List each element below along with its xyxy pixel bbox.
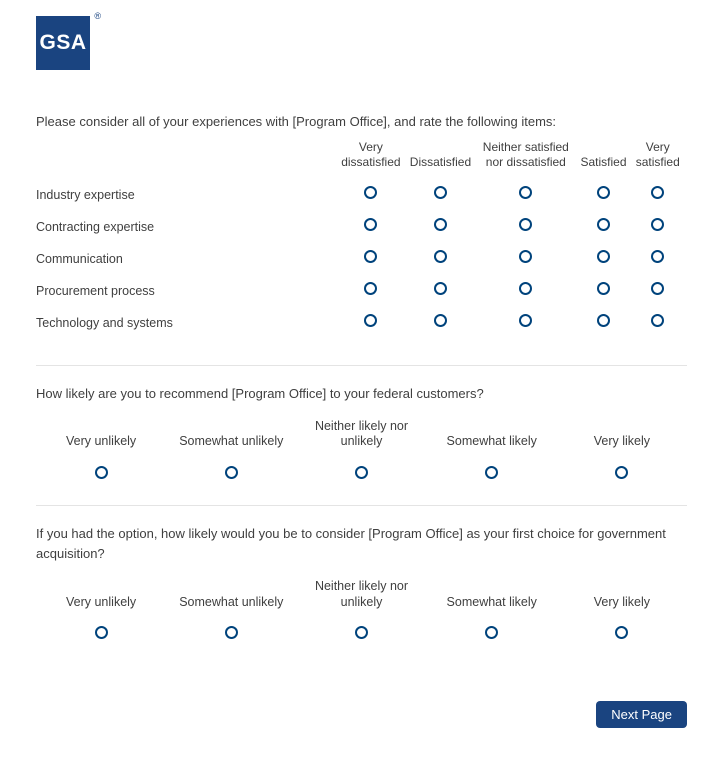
gsa-logo-text: GSA (39, 31, 87, 54)
matrix-row-label: Contracting expertise (36, 219, 155, 234)
radio-q2-neither-likely-nor-unlikely[interactable] (355, 466, 368, 479)
question-3-options (36, 578, 687, 639)
matrix-col-header-satisfied: Satisfied (580, 154, 627, 169)
radio-q2-very-likely[interactable] (615, 466, 628, 479)
radio-procurement-process-neither[interactable] (519, 282, 532, 295)
option-very-likely (557, 418, 687, 479)
option-neither-likely (296, 578, 426, 639)
radio-q2-somewhat-unlikely[interactable] (225, 466, 238, 479)
radio-procurement-process-satisfied[interactable] (597, 282, 610, 295)
option-neither-likely (296, 418, 426, 479)
radio-procurement-process-very-satisfied[interactable] (651, 282, 664, 295)
radio-technology-and-systems-neither[interactable] (519, 314, 532, 327)
option-label: Neither likely nor unlikely (314, 418, 409, 449)
section-divider (36, 365, 687, 366)
matrix-col-header-dissatisfied: Dissatisfied (409, 154, 472, 169)
radio-procurement-process-very-dissatisfied[interactable] (364, 282, 377, 295)
option-label: Very likely (593, 594, 651, 609)
matrix-row-contracting-expertise (36, 211, 687, 243)
radio-industry-expertise-dissatisfied[interactable] (434, 186, 447, 199)
option-very-likely (557, 578, 687, 639)
section-divider (36, 505, 687, 506)
matrix-row-procurement-process (36, 275, 687, 307)
matrix-row-technology-and-systems (36, 307, 687, 339)
radio-contracting-expertise-satisfied[interactable] (597, 218, 610, 231)
option-label: Somewhat likely (446, 434, 537, 449)
survey-footer (36, 701, 687, 728)
radio-contracting-expertise-very-dissatisfied[interactable] (364, 218, 377, 231)
question-1-matrix (36, 112, 687, 339)
radio-q3-neither-likely-nor-unlikely[interactable] (355, 626, 368, 639)
question-3-likert (36, 524, 687, 639)
radio-q3-very-unlikely[interactable] (95, 626, 108, 639)
radio-contracting-expertise-very-satisfied[interactable] (651, 218, 664, 231)
radio-q3-somewhat-likely[interactable] (485, 626, 498, 639)
gsa-logo (36, 11, 101, 70)
question-2-likert (36, 384, 687, 479)
option-somewhat-likely (427, 418, 557, 479)
radio-technology-and-systems-satisfied[interactable] (597, 314, 610, 327)
radio-communication-very-dissatisfied[interactable] (364, 250, 377, 263)
option-label: Very likely (593, 434, 651, 449)
radio-industry-expertise-very-satisfied[interactable] (651, 186, 664, 199)
matrix-row-communication (36, 243, 687, 275)
matrix-row-industry-expertise (36, 179, 687, 211)
question-3-text: If you had the option, how likely would you be to consider [Program Office] as your first choice for government acquisition? (36, 526, 666, 562)
rating-matrix (36, 140, 687, 339)
option-very-unlikely (36, 578, 166, 639)
radio-contracting-expertise-neither[interactable] (519, 218, 532, 231)
radio-industry-expertise-very-dissatisfied[interactable] (364, 186, 377, 199)
radio-q3-very-likely[interactable] (615, 626, 628, 639)
question-1-text: Please consider all of your experiences with [Program Office], and rate the following items: (36, 114, 557, 129)
option-very-unlikely (36, 418, 166, 479)
gsa-logo-mark (36, 16, 90, 70)
option-label: Very unlikely (66, 434, 137, 449)
matrix-row-label: Industry expertise (36, 187, 135, 202)
radio-industry-expertise-satisfied[interactable] (597, 186, 610, 199)
option-label: Somewhat unlikely (179, 434, 284, 449)
radio-q2-very-unlikely[interactable] (95, 466, 108, 479)
matrix-row-label: Technology and systems (36, 315, 173, 330)
option-label: Neither likely nor unlikely (314, 579, 409, 609)
matrix-header-row (36, 140, 687, 179)
matrix-col-header-neither: Neither satisfied nor dissatisfied (482, 140, 569, 169)
matrix-col-header-very-dissatisfied: Very dissatisfied (341, 140, 401, 169)
option-label: Somewhat likely (446, 594, 537, 609)
option-somewhat-unlikely (166, 578, 296, 639)
radio-communication-satisfied[interactable] (597, 250, 610, 263)
radio-q3-somewhat-unlikely[interactable] (225, 626, 238, 639)
next-page-button[interactable]: Next Page (596, 701, 687, 728)
matrix-row-label: Communication (36, 251, 123, 266)
matrix-row-label: Procurement process (36, 283, 155, 298)
radio-q2-somewhat-likely[interactable] (485, 466, 498, 479)
option-somewhat-unlikely (166, 418, 296, 479)
matrix-col-header-very-satisfied: Very satisfied (635, 140, 680, 169)
question-2-options (36, 418, 687, 479)
option-label: Very unlikely (66, 594, 137, 609)
registered-trademark-symbol: ® (94, 11, 101, 21)
radio-technology-and-systems-very-dissatisfied[interactable] (364, 314, 377, 327)
radio-contracting-expertise-dissatisfied[interactable] (434, 218, 447, 231)
radio-communication-neither[interactable] (519, 250, 532, 263)
radio-technology-and-systems-very-satisfied[interactable] (651, 314, 664, 327)
matrix-corner (36, 140, 334, 179)
radio-procurement-process-dissatisfied[interactable] (434, 282, 447, 295)
option-somewhat-likely (427, 578, 557, 639)
radio-communication-very-satisfied[interactable] (651, 250, 664, 263)
option-label: Somewhat unlikely (179, 594, 284, 609)
radio-industry-expertise-neither[interactable] (519, 186, 532, 199)
question-2-text: How likely are you to recommend [Program Office] to your federal customers? (36, 385, 484, 401)
radio-technology-and-systems-dissatisfied[interactable] (434, 314, 447, 327)
radio-communication-dissatisfied[interactable] (434, 250, 447, 263)
